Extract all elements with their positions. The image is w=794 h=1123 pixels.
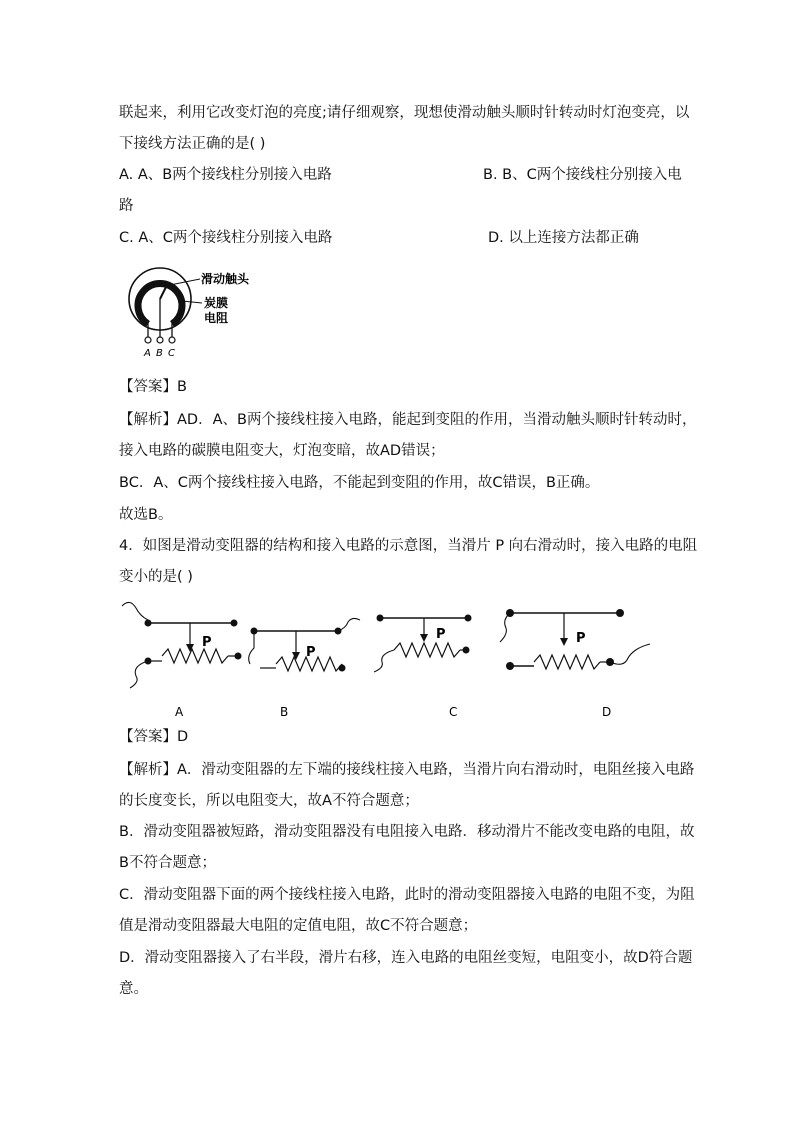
- q3-analysis-line-4: 故选B。: [119, 507, 173, 523]
- q3-option-c: C. A、C两个接线柱分别接入电路: [119, 230, 333, 246]
- lead-wire-b-side: [249, 631, 254, 664]
- q4-analysis-a-line-1: 【解析】A．滑动变阻器的左下端的接线柱接入电路，当滑片向右滑动时，电阻丝接入电路: [119, 762, 695, 778]
- lead-wire-b-top: [338, 618, 360, 631]
- q4-analysis-b-line-2: B不符合题意；: [119, 855, 216, 871]
- terminal-label-b: B: [156, 348, 163, 359]
- coil-terminal-b-right: [339, 665, 346, 672]
- slider-label-a: P: [202, 635, 212, 650]
- caption-d: D: [602, 705, 612, 719]
- q3-option-d: D. 以上连接方法都正确: [488, 230, 639, 246]
- rheostat-figure-b: [249, 618, 360, 719]
- slider-label-d: P: [576, 631, 586, 646]
- rod-terminal-d-right: [616, 609, 624, 617]
- resistance-wire-a: [162, 649, 228, 663]
- resistance-wire-c: [394, 643, 460, 657]
- q4-stem-line-1: 4．如图是滑动变阻器的结构和接入电路的示意图，当滑片 P 向右滑动时，接入电路的电阻: [119, 538, 698, 554]
- slider-arrow-d: [560, 638, 568, 646]
- q4-analysis-a-line-2: 的长度变长，所以电阻变大，故A不符合题意；: [119, 793, 419, 809]
- slider-arrow-c: [420, 634, 428, 642]
- coil-terminal-c-right: [463, 647, 470, 654]
- q4-stem-line-2: 变小的是( ): [119, 569, 193, 585]
- q4-analysis-c-line-2: 值是滑动变阻器最大电阻的定值电阻，故C不符合题意；: [119, 918, 478, 934]
- rod-terminal-a-left: [145, 620, 152, 627]
- q3-option-b-wrap: 路: [119, 198, 134, 214]
- potentiometer-figure: [120, 265, 250, 360]
- rheostat-figure-d: [500, 609, 650, 719]
- lead-wire-d-top: [500, 613, 510, 642]
- q3-analysis-line-1: 【解析】AD．A、B两个接线柱接入电路，能起到变阻的作用，当滑动触头顺时针转动时，: [119, 412, 697, 428]
- q3-option-b: B. B、C两个接线柱分别接入电: [483, 167, 682, 183]
- lead-wire-a-top: [122, 602, 148, 623]
- rod-terminal-c-left: [377, 615, 384, 622]
- caption-b: B: [280, 705, 289, 719]
- resistance-wire-d: [534, 655, 600, 669]
- label-resistor: 电阻: [204, 311, 229, 325]
- lead-wire-c-left: [374, 650, 394, 672]
- terminal-label-a: A: [144, 348, 151, 359]
- rod-terminal-c-right: [465, 615, 472, 622]
- terminal-label-c: C: [168, 348, 175, 359]
- q3-stem-line-1: 联起来，利用它改变灯泡的亮度;请仔细观察，现想使滑动触头顺时针转动时灯泡变亮，以: [119, 105, 690, 121]
- lead-wire-a-bottom: [130, 661, 148, 688]
- label-carbon-film: 炭膜: [204, 296, 229, 310]
- lead-wire-d-right: [610, 644, 650, 664]
- rheostat-figure-c: [374, 615, 472, 720]
- caption-a: A: [175, 705, 184, 719]
- terminal-a: [145, 337, 151, 343]
- q3-stem-line-2: 下接线方法正确的是( ): [119, 136, 266, 152]
- q4-answer: 【答案】D: [119, 729, 189, 745]
- rod-terminal-a-right: [231, 620, 238, 627]
- q4-analysis-d-line-1: D．滑动变阻器接入了右半段，滑片右移，连入电路的电阻丝变短，电阻变小，故D符合题: [119, 950, 693, 966]
- q4-analysis-d-line-2: 意。: [119, 981, 148, 997]
- q4-analysis-c-line-1: C．滑动变阻器下面的两个接线柱接入电路，此时的滑动变阻器接入电路的电阻不变，为阻: [119, 887, 695, 903]
- slider-label-b: P: [306, 645, 316, 660]
- rheostat-figure-a: [122, 602, 242, 719]
- slider-label-c: P: [436, 627, 446, 642]
- q4-analysis-b-line-1: B．滑动变阻器被短路，滑动变阻器没有电阻接入电路．移动滑片不能改变电路的电阻，故: [119, 824, 695, 840]
- label-sliding-contact: 滑动触头: [201, 272, 250, 286]
- q3-analysis-line-2: 接入电路的碳膜电阻变大，灯泡变暗，故AD错误；: [119, 443, 445, 459]
- coil-terminal-a-right: [235, 653, 242, 660]
- q3-answer: 【答案】B: [119, 379, 187, 395]
- q3-analysis-line-3: BC．A、C两个接线柱接入电路，不能起到变阻的作用，故C错误，B正确。: [119, 475, 600, 491]
- terminal-b: [157, 337, 163, 343]
- q3-option-a: A. A、B两个接线柱分别接入电路: [119, 167, 332, 183]
- rheostat-figures: [110, 598, 670, 719]
- terminal-c: [169, 337, 175, 343]
- caption-c: C: [449, 705, 458, 719]
